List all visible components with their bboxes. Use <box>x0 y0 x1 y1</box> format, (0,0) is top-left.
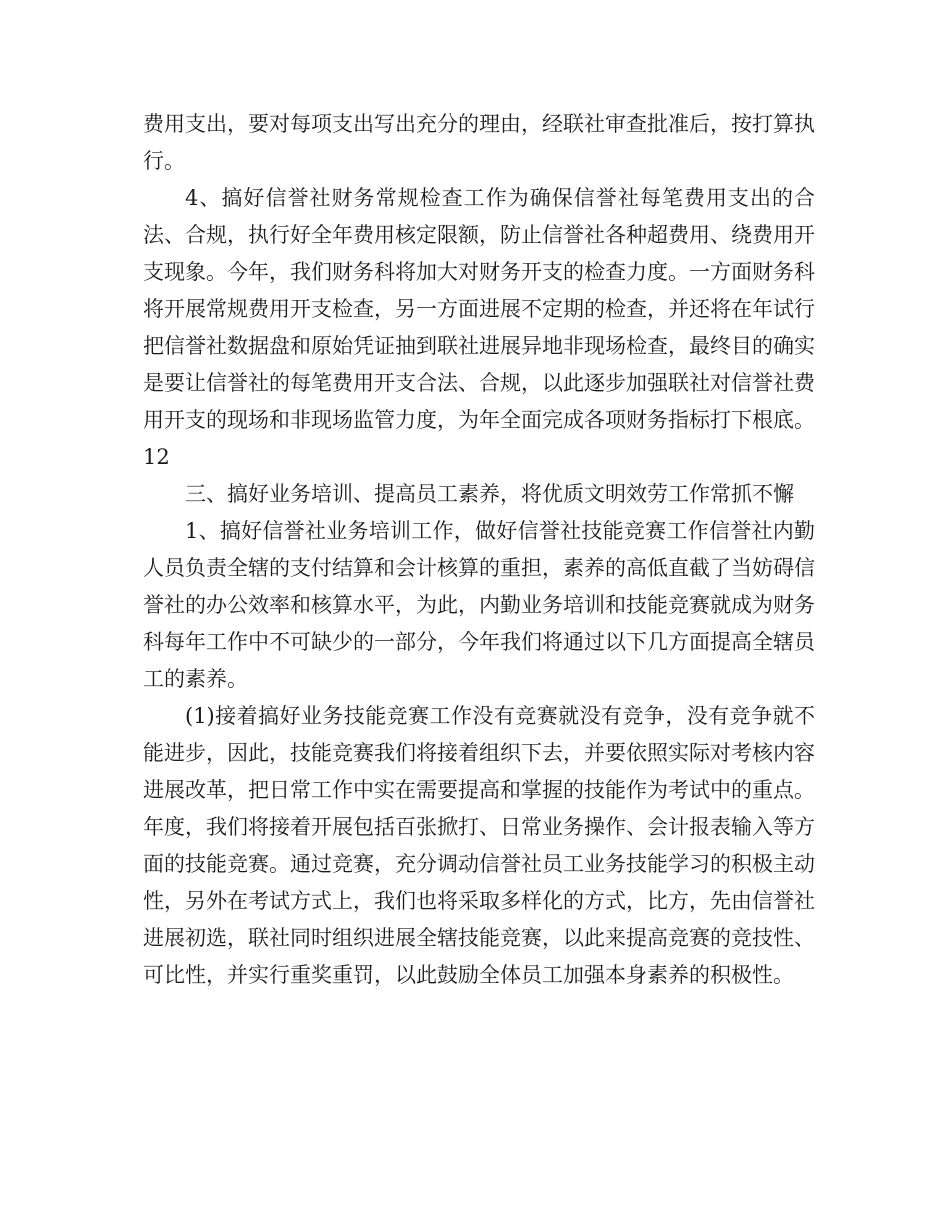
section-heading-3-training: 三、搞好业务培训、提高员工素养，将优质文明效劳工作常抓不懈 <box>185 482 794 506</box>
paragraph-subitem-1-skill-competition: (1)接着搞好业务技能竞赛工作没有竞赛就没有竞争，没有竞争就不能进步，因此，技能竞赛我们将接着组织下去，并要依照实际对考核内容进展改革，把日常工作中实在需要提高和掌握的技能作为考试中的重点。年度，我们将接着开展包括百张掀打、日常业务操作、会计报表输入等方面的技能竞赛。通过竞赛，充分调动信誉社员工业务技能学习的积极主动性，另外在考试方式上，我们也将采取多样化的方式，比方，先由信誉社进展初选，联社同时组织进展全辖技能竞赛，以此来提高竞赛的竞技性、可比性，并实行重奖重罚，以此鼓励全体员工加强本身素养的积极性。 <box>143 704 815 987</box>
document-body <box>143 106 815 994</box>
paragraph-item-4-financial-inspection: 4、搞好信誉社财务常规检查工作为确保信誉社每笔费用支出的合法、合规，执行好全年费用核定限额，防止信誉社各种超费用、绕费用开支现象。今年，我们财务科将加大对财务开支的检查力度。一方面财务科将开展常规费用开支检查，另一方面进展不定期的检查，并还将在年试行把信誉社数据盘和原始凭证抽到联社进展异地非现场检查，最终目的确实是要让信誉社的每笔费用开支合法、合规，以此逐步加强联社对信誉社费用开支的现场和非现场监管力度，为年全面完成各项财务指标打下根底。12 <box>143 186 815 469</box>
paragraph-item-1-business-training: 1、搞好信誉社业务培训工作，做好信誉社技能竞赛工作信誉社内勤人员负责全辖的支付结算和会计核算的重担，素养的高低直截了当妨碍信誉社的办公效率和核算水平，为此，内勤业务培训和技能竞赛就成为财务科每年工作中不可缺少的一部分，今年我们将通过以下几方面提高全辖员工的素养。 <box>143 519 815 691</box>
paragraph-expense-continuation: 费用支出，要对每项支出写出充分的理由，经联社审查批准后，按打算执行。 <box>143 112 815 173</box>
